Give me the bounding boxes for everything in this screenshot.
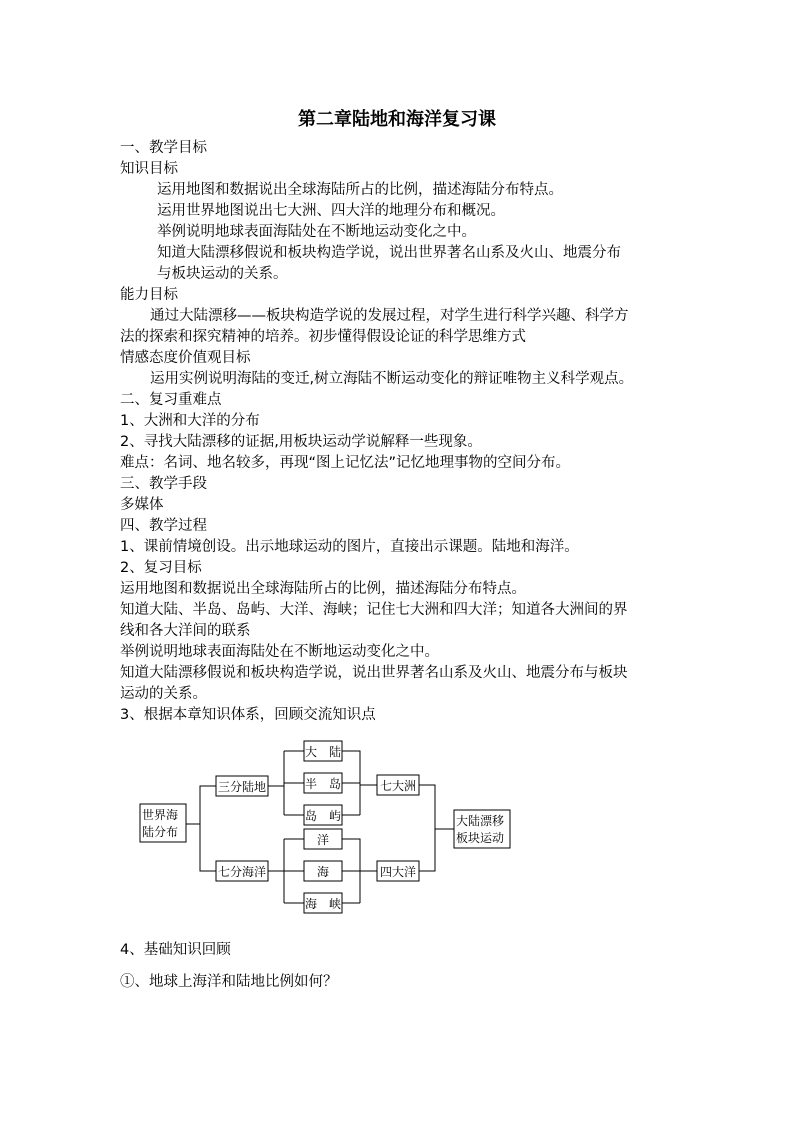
text-line: 1、课前情境创设。出示地球运动的图片，直接出示课题。陆地和海洋。 — [120, 539, 579, 555]
text-line: 运用地图和数据说出全球海陆所占的比例，描述海陆分布特点。 — [120, 581, 526, 597]
page-title: 第二章陆地和海洋复习课 — [298, 109, 496, 130]
text-line: 法的探索和探究精神的培养。初步懂得假设论证的科学思维方式 — [120, 329, 526, 345]
diagram-connector — [419, 785, 454, 871]
text-line: 四、教学过程 — [120, 518, 207, 534]
text-line: 运用实例说明海陆的变迁,树立海陆不断运动变化的辩证唯物主义科学观点。 — [150, 371, 634, 387]
text-line: 知道大陆、半岛、岛屿、大洋、海峡；记住七大洲和四大洋；知道各大洲间的界 — [120, 602, 628, 618]
text-line: 运动的关系。 — [120, 686, 207, 702]
text-line: 与板块运动的关系。 — [157, 266, 288, 282]
land-label: 三分陆地 — [218, 780, 267, 794]
sea-item-label: 海 — [316, 865, 330, 879]
diagram-connector — [268, 839, 304, 903]
text-line: 难点：名词、地名较多，再现“图上记忆法”记忆地理事物的空间分布。 — [120, 455, 571, 471]
text-line: 4、基础知识回顾 — [120, 942, 231, 958]
text-line: 知道大陆漂移假说和板块构造学说，说出世界著名山系及火山、地震分布 — [157, 245, 621, 261]
text-line: 通过大陆漂移——板块构造学说的发展过程，对学生进行科学兴趣、科学方 — [150, 308, 629, 324]
text-line: ①、地球上海洋和陆地比例如何？ — [120, 974, 338, 990]
drift-label-1: 大陆漂移 — [456, 814, 505, 828]
text-line: 2、寻找大陆漂移的证据,用板块运动学说解释一些现象。 — [120, 434, 482, 450]
text-line: 举例说明地球表面海陆处在不断地运动变化之中。 — [157, 224, 476, 240]
peninsula-label: 半 岛 — [304, 777, 342, 791]
text-line: 运用世界地图说出七大洲、四大洋的地理分布和概况。 — [157, 203, 505, 219]
sea-label: 七分海洋 — [218, 865, 267, 879]
text-line: 能力目标 — [120, 287, 178, 303]
text-line: 多媒体 — [120, 497, 164, 513]
diagram-connector — [186, 786, 216, 871]
continent-label: 大 陆 — [304, 745, 342, 759]
root-label-2: 陆分布 — [142, 825, 179, 839]
text-line: 线和各大洋间的联系 — [120, 623, 251, 639]
strait-label: 海 峡 — [304, 897, 342, 911]
diagram-connector — [268, 751, 304, 815]
text-line: 2、复习目标 — [120, 560, 202, 576]
text-line: 一、教学目标 — [120, 140, 207, 156]
text-line: 知道大陆漂移假说和板块构造学说，说出世界著名山系及火山、地震分布与板块 — [120, 665, 628, 681]
four-oceans-label: 四大洋 — [379, 865, 417, 879]
ocean-label: 洋 — [316, 833, 330, 847]
diagram-connector — [342, 751, 377, 815]
seven-continents-label: 七大洲 — [379, 779, 417, 793]
text-line: 知识目标 — [120, 161, 178, 177]
drift-label-2: 板块运动 — [456, 831, 505, 845]
diagram-connector — [342, 839, 377, 903]
text-line: 1、大洲和大洋的分布 — [120, 413, 260, 429]
text-line: 3、根据本章知识体系，回顾交流知识点 — [120, 707, 376, 723]
text-line: 运用地图和数据说出全球海陆所占的比例，描述海陆分布特点。 — [157, 182, 563, 198]
island-label: 岛 屿 — [304, 809, 342, 823]
root-label-1: 世界海 — [142, 808, 179, 822]
text-line: 二、复习重难点 — [120, 392, 222, 408]
text-line: 三、教学手段 — [120, 476, 207, 492]
text-line: 情感态度价值观目标 — [120, 350, 251, 366]
text-line: 举例说明地球表面海陆处在不断地运动变化之中。 — [120, 644, 439, 660]
